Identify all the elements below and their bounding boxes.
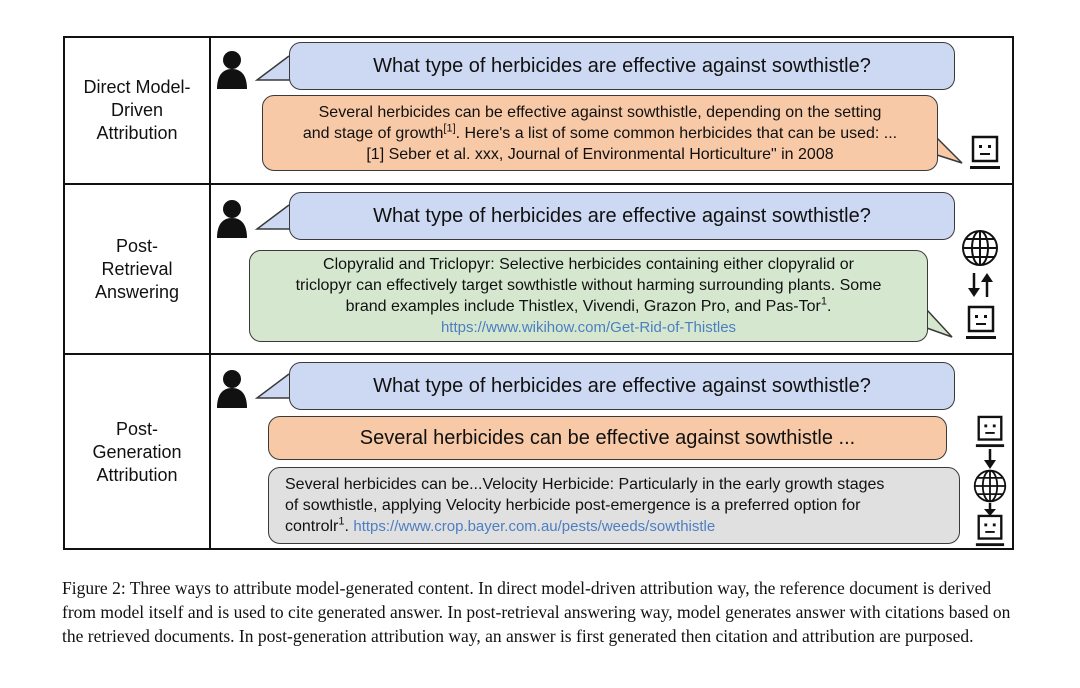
row-label-post-generation: Post- Generation Attribution <box>92 419 182 485</box>
answer-line: triclopyr can effectively target sowthistle without harming surrounding plants. Some <box>295 277 882 294</box>
robot-face-icon <box>974 514 1006 548</box>
globe-icon <box>960 228 1000 268</box>
answer-line: of sowthistle, applying Velocity herbicide post-emergence is a preferred option for <box>285 497 861 514</box>
reference-line: [1] Seber et al. xxx, Journal of Environmental Horticulture" in 2008 <box>366 145 834 163</box>
figure-caption: Figure 2: Three ways to attribute model-generated content. In direct model-driven attribution way, the reference document is derived from model itself and is used to cite generated answer. In post-retrieval answering way, model generates answer with citations based on the retrieved documents. In post-generation attribution way, an answer is first generated then citation and attribution are purposed. <box>62 578 1011 646</box>
user-icon <box>215 367 249 409</box>
answer-line: Several herbicides can be effective against sowthistle, depending on the setting <box>318 103 882 121</box>
question-bubble <box>289 42 955 90</box>
row-label-post-retrieval: Post- Retrieval Answering <box>94 235 180 302</box>
answer-text <box>285 474 884 537</box>
answer-line: Several herbicides can be...Velocity Herbicide: Particularly in the early growth stages <box>285 476 885 493</box>
answer-line: and stage of growth <box>302 124 444 142</box>
source-link[interactable]: https://www.wikihow.com/Get-Rid-of-Thistles <box>440 319 737 336</box>
citation-marker: 1 <box>820 295 827 308</box>
robot-face-icon <box>968 135 1002 171</box>
globe-icon <box>972 468 1008 504</box>
question-text: What type of herbicides are effective against sowthistle? <box>373 204 871 227</box>
citation-marker: 1 <box>338 515 345 528</box>
answer-line: . Here's a list of some common herbicides that can be used: ... <box>455 124 898 142</box>
answer-line: . <box>826 298 832 315</box>
attributed-answer-bubble <box>268 467 960 544</box>
robot-face-icon <box>964 305 998 341</box>
answer-text <box>296 254 882 338</box>
question-bubble <box>289 192 955 240</box>
model-answer-bubble <box>262 95 938 171</box>
draft-answer-text: Several herbicides can be effective against sowthistle ... <box>359 426 856 449</box>
answer-text <box>303 102 897 165</box>
source-link[interactable]: https://www.crop.bayer.com.au/pests/weeds/sowthistle <box>353 518 716 535</box>
citation-marker: [1] <box>443 122 456 135</box>
draft-answer-bubble <box>268 416 947 460</box>
answer-line: Clopyralid and Triclopyr: Selective herbicides containing either clopyralid or <box>323 256 854 273</box>
answer-line: controlr <box>285 518 339 535</box>
answer-line: brand examples include Thistlex, Vivendi, Grazon Pro, and Pas-Tor <box>345 298 821 315</box>
user-icon <box>215 48 249 90</box>
question-text: What type of herbicides are effective against sowthistle? <box>373 54 871 77</box>
arrow-down-icon <box>980 448 1000 470</box>
question-text: What type of herbicides are effective against sowthistle? <box>373 374 871 397</box>
retrieval-answer-bubble <box>249 250 928 342</box>
answer-line: . <box>344 518 354 535</box>
row-label-direct: Direct Model- Driven Attribution <box>83 77 191 143</box>
column-divider <box>209 38 211 548</box>
arrow-up-icon <box>976 270 998 300</box>
robot-face-icon <box>974 414 1006 450</box>
user-icon <box>215 197 249 239</box>
question-bubble <box>289 362 955 410</box>
